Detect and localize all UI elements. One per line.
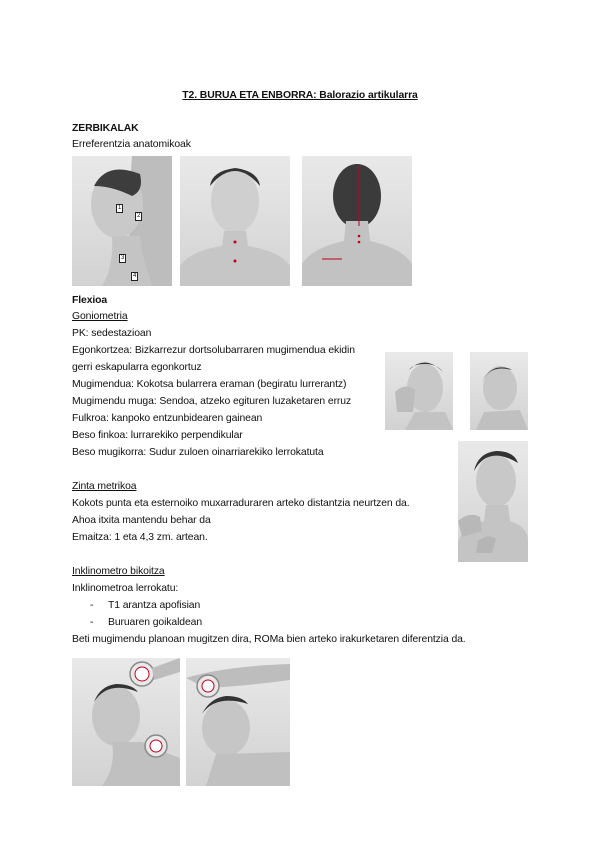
tape-heading: Zinta metrikoa: [72, 481, 137, 492]
goniometry-line: Beso mugikorra: Sudur zuloen oinarriarekiko lerrokatuta: [72, 447, 324, 458]
inclinometer-photo-start: [72, 658, 180, 786]
inclinometer-bullet: Buruaren goikaldean: [108, 617, 202, 628]
tape-line: Ahoa itxita mantendu behar da: [72, 515, 211, 526]
ref-label-3: 3: [121, 255, 125, 261]
page-title: T2. BURUA ETA ENBORRA: Balorazio artikularra: [182, 90, 418, 101]
reference-photo-front: [180, 156, 290, 286]
inclinometer-outro: Beti mugimendu planoan mugitzen dira, ROMa bien arteko irakurketaren diferentzia da.: [72, 634, 466, 645]
inclinometer-heading: Inklinometro bikoitza: [72, 566, 165, 577]
goniometry-photo-end: [470, 352, 528, 430]
tape-line: Emaitza: 1 eta 4,3 zm. artean.: [72, 532, 208, 543]
ref-label-2: 2: [137, 213, 141, 219]
inclinometer-photo-end: [186, 658, 290, 786]
ref-label-4: 4: [133, 273, 137, 279]
reference-heading: Erreferentzia anatomikoak: [72, 139, 191, 150]
inclinometer-intro: Inklinometroa lerrokatu:: [72, 583, 179, 594]
section-heading: ZERBIKALAK: [72, 123, 139, 134]
goniometry-line: Beso finkoa: lurrarekiko perpendikular: [72, 430, 243, 441]
goniometry-line: Fulkroa: kanpoko entzunbidearen gainean: [72, 413, 263, 424]
tape-line: Kokots punta eta esternoiko muxarraduraren arteko distantzia neurtzen da.: [72, 498, 410, 509]
ref-label-1: 1: [118, 205, 122, 211]
goniometry-line: Mugimendu muga: Sendoa, atzeko egituren luzaketaren erruz: [72, 396, 352, 407]
inclinometer-bullet: T1 arantza apofisian: [108, 600, 201, 611]
tape-photo: [458, 441, 528, 562]
goniometry-photo-start: [385, 352, 453, 430]
goniometry-heading: Goniometria: [72, 311, 128, 322]
bullet-dash: -: [90, 600, 94, 611]
goniometry-line: Egonkortzea: Bizkarrezur dortsolubarraren mugimendua ekidin: [72, 345, 355, 356]
goniometry-line: PK: sedestazioan: [72, 328, 152, 339]
flexion-heading: Flexioa: [72, 295, 108, 306]
goniometry-line: gerri eskapularra egonkortuz: [72, 362, 202, 373]
reference-photo-back: [302, 156, 412, 286]
reference-photo-side: [72, 156, 172, 286]
goniometry-line: Mugimendua: Kokotsa bularrera eraman (begiratu lurrerantz): [72, 379, 347, 390]
bullet-dash: -: [90, 617, 94, 628]
